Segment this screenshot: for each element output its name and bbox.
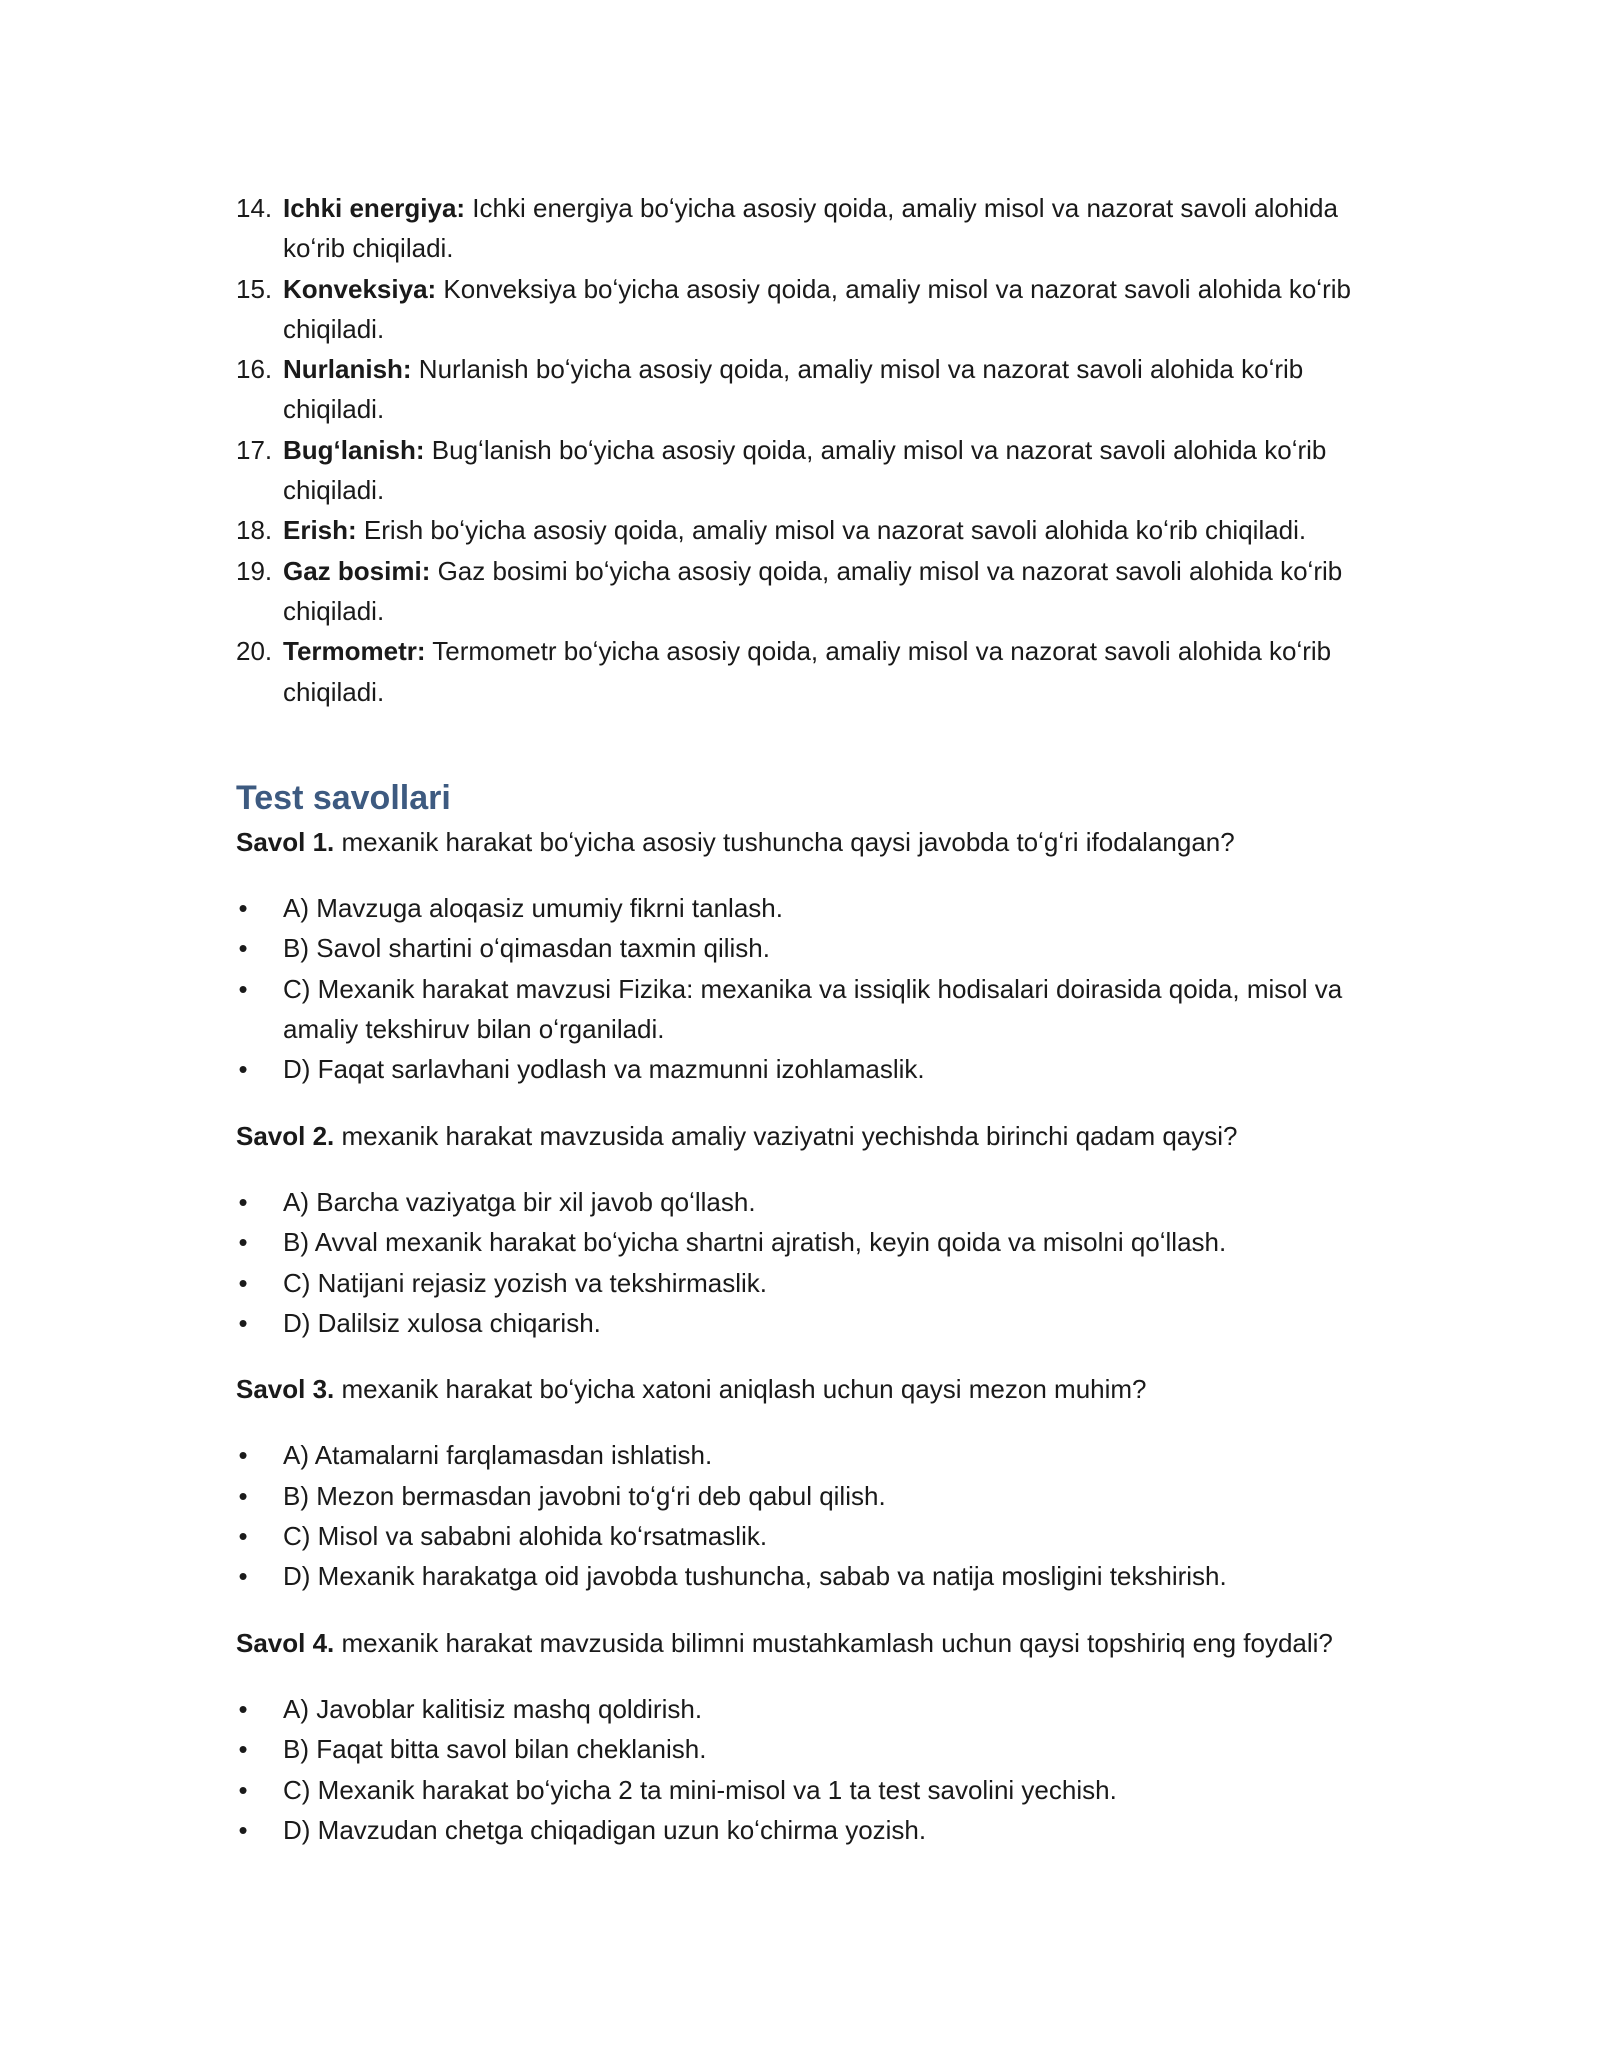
options-list <box>236 1182 1370 1343</box>
option-item <box>236 1516 1370 1556</box>
topic-term: Ichki energiya: <box>283 193 466 223</box>
option-text: B) Avval mexanik harakat boʻyicha shartni ajratish, keyin qoida va misolni qoʻllash. <box>283 1227 1227 1258</box>
topic-text: Nurlanish boʻyicha asosiy qoida, amaliy misol va nazorat savoli alohida koʻrib chiqiladi. <box>283 354 1304 425</box>
topic-term: Bugʻlanish: <box>283 434 425 465</box>
question-text: mexanik harakat mavzusida amaliy vaziyatni yechishda birinchi qadam qaysi? <box>334 1120 1238 1151</box>
topic-text: Ichki energiya boʻyicha asosiy qoida, amaliy misol va nazorat savoli alohida koʻrib chiqiladi. <box>283 193 1338 264</box>
bullet-icon: • <box>238 1440 248 1471</box>
question-1 <box>236 822 1370 862</box>
bullet-icon: • <box>238 1814 248 1845</box>
topic-number: 19. <box>236 555 273 586</box>
option-item <box>236 1476 1370 1516</box>
option-item <box>236 1729 1370 1769</box>
question-text: mexanik harakat mavzusida bilimni mustahkamlash uchun qaysi topshiriq eng foydali? <box>334 1627 1333 1658</box>
option-item <box>236 928 1370 968</box>
option-item <box>236 1182 1370 1222</box>
topic-number: 15. <box>236 273 273 304</box>
topic-item <box>236 510 1370 550</box>
option-text: D) Mavzudan chetga chiqadigan uzun koʻchirma yozish. <box>283 1814 927 1845</box>
option-text: C) Natijani rejasiz yozish va tekshirmaslik. <box>283 1267 768 1298</box>
bullet-icon: • <box>238 1521 248 1552</box>
topic-number: 14. <box>236 193 273 223</box>
topic-item <box>236 631 1370 712</box>
bullet-icon: • <box>238 973 248 1004</box>
bullet-icon: • <box>238 1561 248 1592</box>
bullet-icon: • <box>238 1734 248 1765</box>
bullet-icon: • <box>238 893 248 924</box>
option-text: C) Misol va sababni alohida koʻrsatmaslik. <box>283 1521 768 1552</box>
option-text: A) Javoblar kalitisiz mashq qoldirish. <box>283 1693 703 1724</box>
bullet-icon: • <box>238 1480 248 1511</box>
option-item <box>236 1222 1370 1262</box>
question-4 <box>236 1623 1370 1663</box>
question-2 <box>236 1116 1370 1156</box>
option-text: A) Atamalarni farqlamasdan ishlatish. <box>283 1440 713 1471</box>
topic-text: Konveksiya boʻyicha asosiy qoida, amaliy misol va nazorat savoli alohida koʻrib chiqiladi. <box>283 273 1351 344</box>
question-text: mexanik harakat boʻyicha asosiy tushuncha qaysi javobda toʻgʻri ifodalangan? <box>334 826 1235 857</box>
option-text: A) Barcha vaziyatga bir xil javob qoʻllash. <box>283 1186 756 1217</box>
topic-term: Konveksiya: <box>283 273 437 304</box>
topic-number: 16. <box>236 354 273 385</box>
options-list <box>236 1435 1370 1596</box>
option-text: D) Dalilsiz xulosa chiqarish. <box>283 1307 601 1338</box>
topic-number: 18. <box>236 515 273 546</box>
option-text: B) Savol shartini oʻqimasdan taxmin qilish. <box>283 933 770 964</box>
option-text: D) Faqat sarlavhani yodlash va mazmunni izohlamaslik. <box>283 1054 925 1085</box>
options-list <box>236 888 1370 1089</box>
question-label: Savol 3. <box>236 1374 335 1405</box>
option-item <box>236 1435 1370 1475</box>
topic-term: Gaz bosimi: <box>283 555 431 586</box>
bullet-icon: • <box>238 1307 248 1338</box>
option-item <box>236 1770 1370 1810</box>
question-text: mexanik harakat boʻyicha xatoni aniqlash uchun qaysi mezon muhim? <box>334 1374 1147 1405</box>
topic-term: Erish: <box>283 515 357 546</box>
option-item <box>236 969 1370 1050</box>
question-label: Savol 2. <box>236 1120 335 1151</box>
option-item <box>236 1303 1370 1343</box>
topic-item <box>236 551 1370 632</box>
bullet-icon: • <box>238 1693 248 1724</box>
option-text: C) Mexanik harakat boʻyicha 2 ta mini-misol va 1 ta test savolini yechish. <box>283 1774 1117 1805</box>
topic-term: Nurlanish: <box>283 354 412 385</box>
topic-text: Bugʻlanish boʻyicha asosiy qoida, amaliy misol va nazorat savoli alohida koʻrib chiqiladi. <box>283 434 1327 506</box>
topic-item <box>236 349 1370 430</box>
topic-list <box>236 188 1370 712</box>
topic-number: 17. <box>236 434 273 465</box>
option-item <box>236 1689 1370 1729</box>
option-item <box>236 1049 1370 1089</box>
option-text: B) Mezon bermasdan javobni toʻgʻri deb qabul qilish. <box>283 1480 886 1511</box>
question-3 <box>236 1369 1370 1409</box>
bullet-icon: • <box>238 1054 248 1085</box>
topic-term: Termometr: <box>283 636 426 667</box>
option-item <box>236 1263 1370 1303</box>
options-list <box>236 1689 1370 1850</box>
bullet-icon: • <box>238 933 248 964</box>
topic-item <box>236 269 1370 350</box>
topic-item <box>236 188 1370 269</box>
option-text: B) Faqat bitta savol bilan cheklanish. <box>283 1734 707 1765</box>
option-text: A) Mavzuga aloqasiz umumiy fikrni tanlash. <box>283 893 783 924</box>
bullet-icon: • <box>238 1267 248 1298</box>
topic-text: Erish boʻyicha asosiy qoida, amaliy misol va nazorat savoli alohida koʻrib chiqiladi. <box>356 515 1307 546</box>
topic-text: Termometr boʻyicha asosiy qoida, amaliy misol va nazorat savoli alohida koʻrib chiqiladi. <box>283 636 1332 707</box>
option-text: C) Mexanik harakat mavzusi Fizika: mexanika va issiqlik hodisalari doirasida qoida, misol va amaliy tekshiruv bilan oʻrganiladi. <box>283 973 1343 1045</box>
question-label: Savol 4. <box>236 1627 335 1658</box>
topic-number: 20. <box>236 636 273 667</box>
option-item <box>236 1556 1370 1596</box>
option-item <box>236 1810 1370 1850</box>
option-text: D) Mexanik harakatga oid javobda tushuncha, sabab va natija mosligini tekshirish. <box>283 1561 1227 1592</box>
section-heading: Test savollari <box>236 778 451 817</box>
question-label: Savol 1. <box>236 826 335 857</box>
option-item <box>236 888 1370 928</box>
bullet-icon: • <box>238 1227 248 1258</box>
bullet-icon: • <box>238 1186 248 1217</box>
topic-item <box>236 430 1370 511</box>
bullet-icon: • <box>238 1774 248 1805</box>
topic-text: Gaz bosimi boʻyicha asosiy qoida, amaliy misol va nazorat savoli alohida koʻrib chiqiladi. <box>283 555 1343 626</box>
